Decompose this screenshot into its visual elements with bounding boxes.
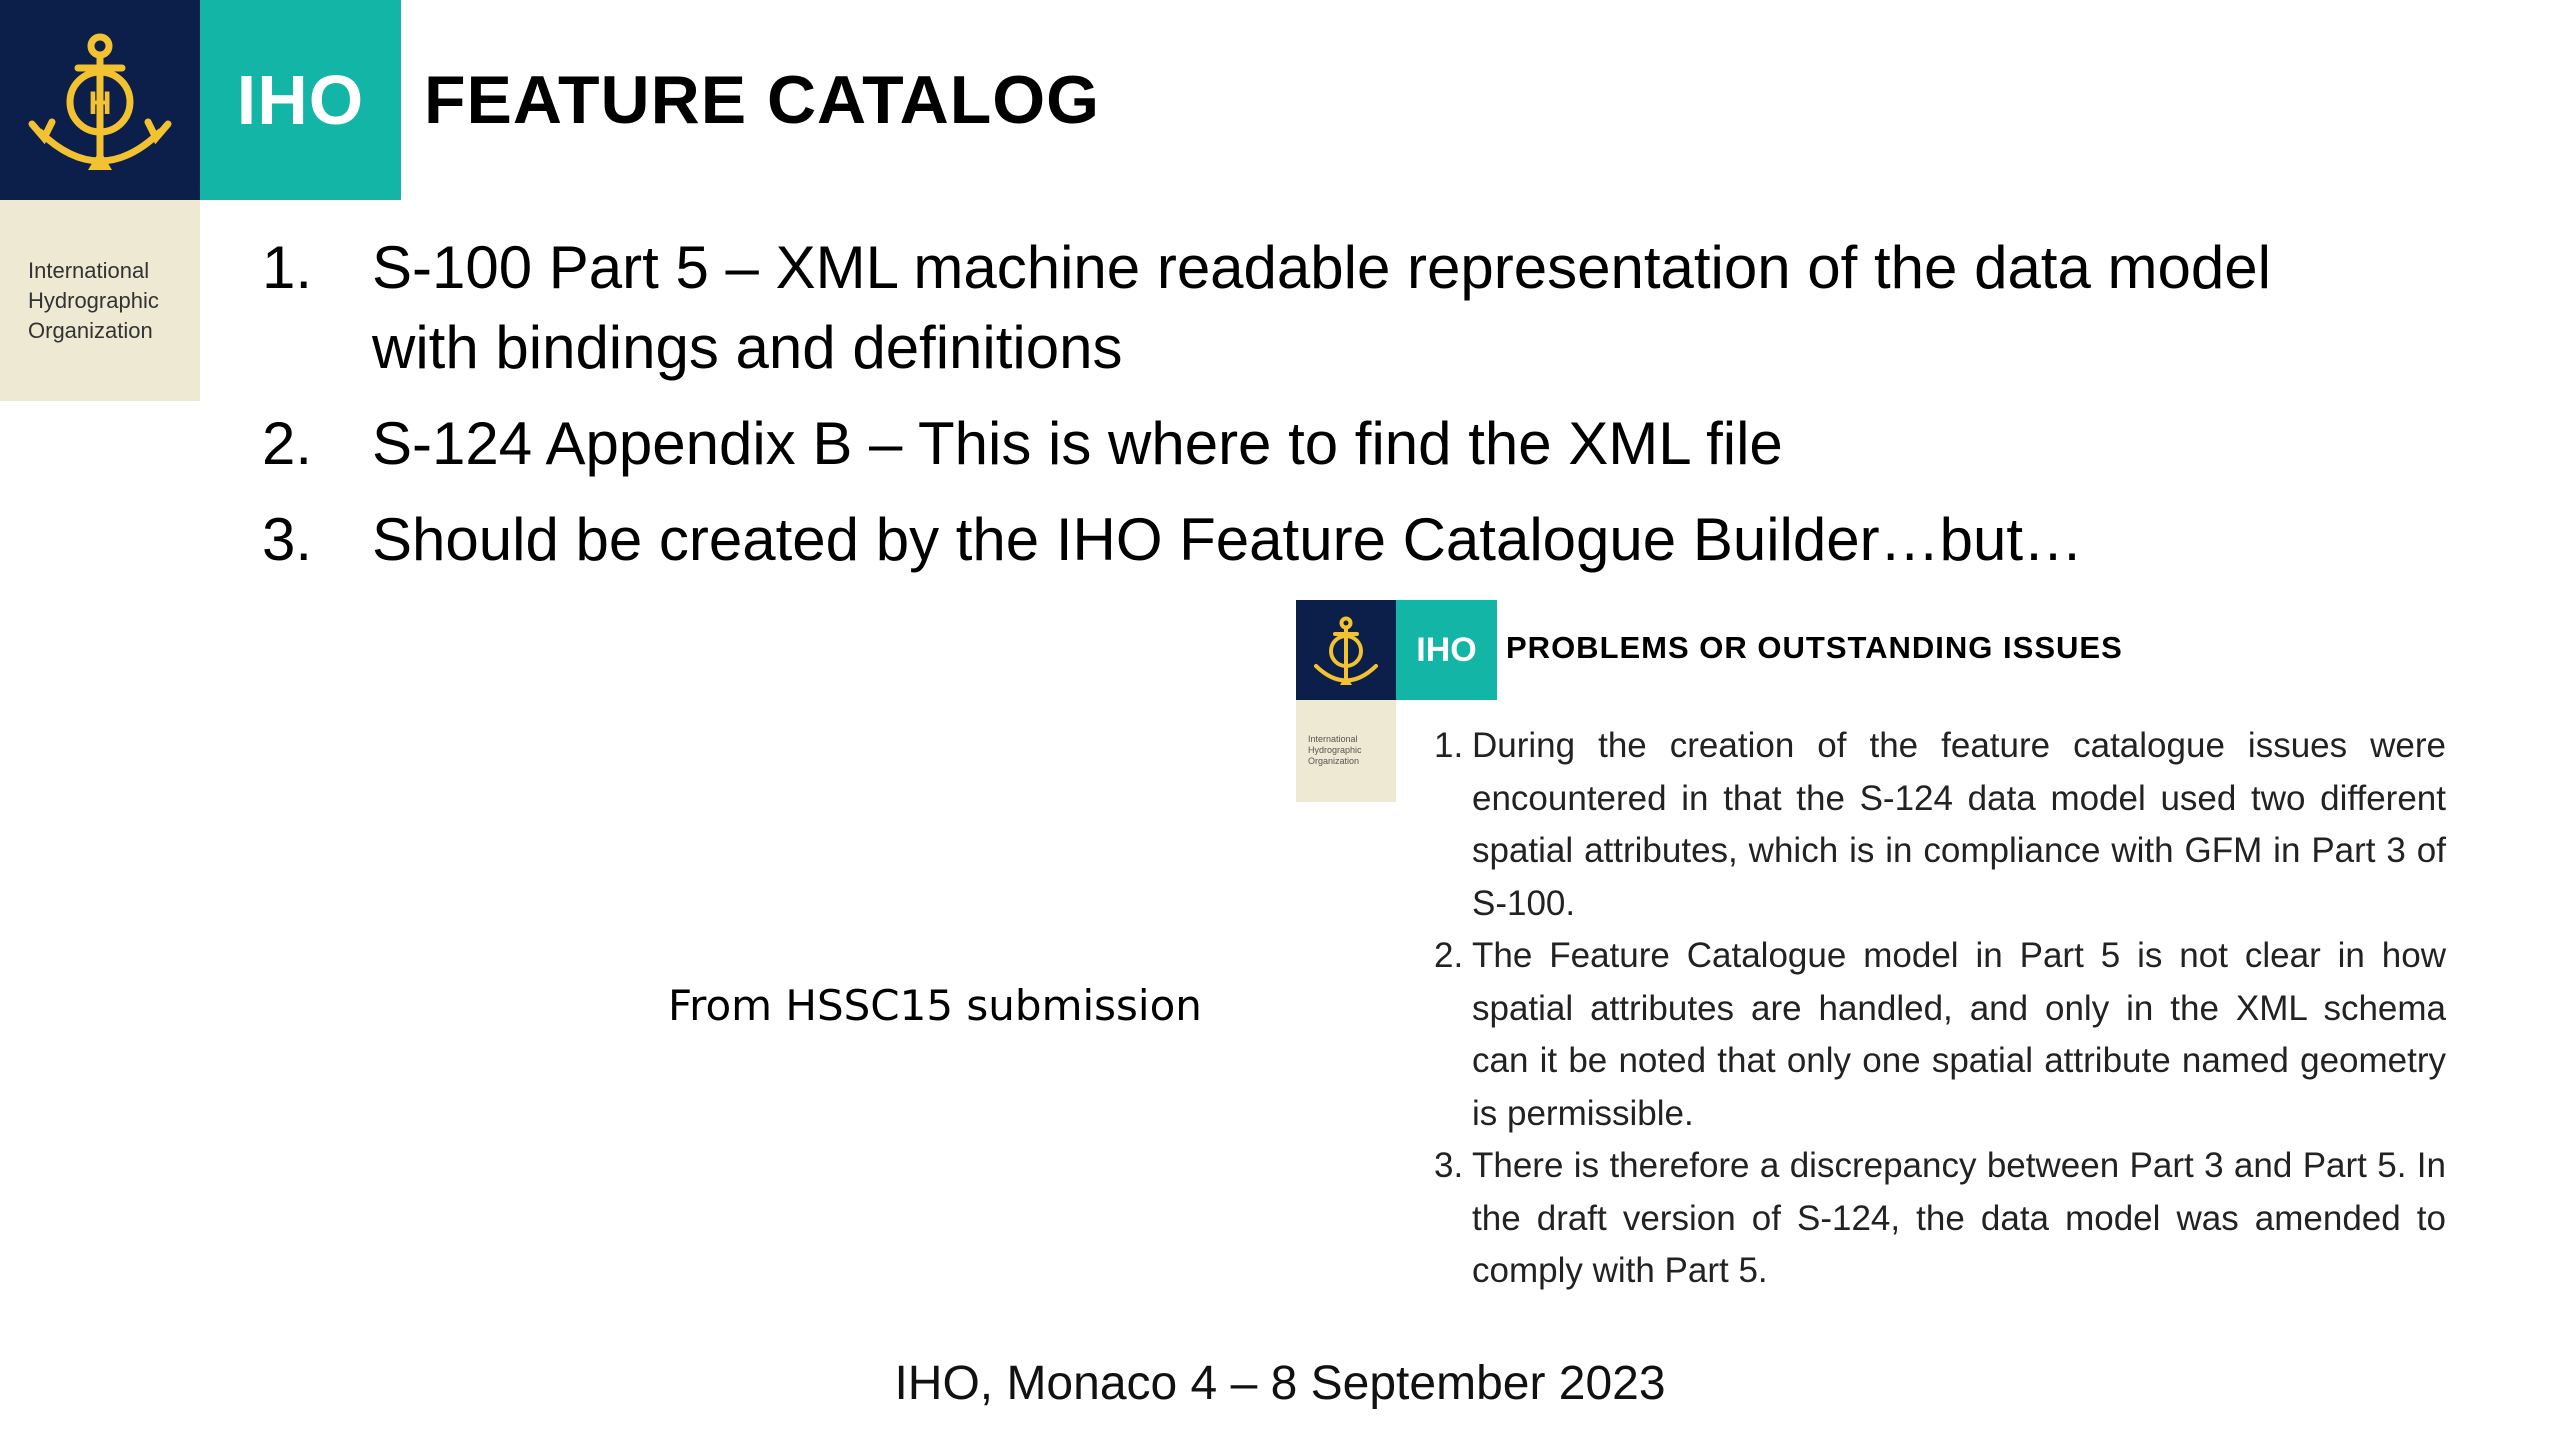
list-item xyxy=(1434,720,2446,930)
list-item xyxy=(1434,1140,2446,1298)
list-item-number: 2. xyxy=(262,410,313,477)
slide-footer: IHO, Monaco 4 – 8 September 2023 xyxy=(894,1357,1666,1410)
list-item-number: 3. xyxy=(1434,1146,1464,1185)
list-item-text: S-124 Appendix B – This is where to find the XML file xyxy=(372,410,1783,477)
org-name-line: International xyxy=(28,258,150,283)
org-name-line: International xyxy=(1308,734,1358,744)
inset-title: PROBLEMS OR OUTSTANDING ISSUES xyxy=(1506,630,2123,665)
org-name-line: Hydrographic xyxy=(1308,745,1362,755)
iho-wordmark: IHO xyxy=(236,61,365,139)
list-item-text: There is therefore a discrepancy between Part 3 and Part 5. In the draft version of S-124, the data model was amended to comply with Part 5. xyxy=(1472,1146,2446,1290)
org-name-line: Organization xyxy=(28,318,153,343)
svg-text:H: H xyxy=(88,85,112,121)
inset-wordmark-block xyxy=(1396,600,1497,700)
list-item-text: The Feature Catalogue model in Part 5 is not clear in how spatial attributes are handled, and only in the XML schema can it be noted that only one spatial attribute named geometry is permissible. xyxy=(1472,936,2446,1133)
list-item xyxy=(262,404,2312,484)
list-item-number: 1. xyxy=(262,234,313,301)
embedded-slide-image xyxy=(1296,600,2446,1320)
list-item xyxy=(262,500,2312,580)
anchor-emblem-icon xyxy=(0,0,200,200)
inset-organization-block xyxy=(1296,700,1396,802)
iho-wordmark: IHO xyxy=(1416,630,1477,669)
iho-wordmark-block xyxy=(200,0,401,200)
image-caption: From HSSC15 submission xyxy=(668,981,1202,1030)
inset-issue-list xyxy=(1434,720,2446,1298)
list-item-number: 1. xyxy=(1434,726,1464,765)
list-item-text: Should be created by the IHO Feature Catalogue Builder…but… xyxy=(372,506,2083,573)
main-bullet-list xyxy=(262,228,2312,596)
list-item xyxy=(262,228,2312,388)
iho-emblem-block xyxy=(0,0,200,200)
slide-title: FEATURE CATALOG xyxy=(424,62,1101,138)
list-item-text: During the creation of the feature catalogue issues were encountered in that the S-124 data model used two different spatial attributes, which is in compliance with GFM in Part 3 of S-100. xyxy=(1472,726,2446,923)
list-item xyxy=(1434,930,2446,1140)
list-item-number: 3. xyxy=(262,506,313,573)
anchor-emblem-icon xyxy=(1296,600,1396,700)
list-item-number: 2. xyxy=(1434,936,1464,975)
organization-name-block xyxy=(0,200,200,401)
org-name-line: Hydrographic xyxy=(28,288,159,313)
list-item-text: S-100 Part 5 – XML machine readable representation of the data model with bindings and definitions xyxy=(372,234,2271,381)
org-name-line: Organization xyxy=(1308,756,1360,766)
inset-emblem-block xyxy=(1296,600,1396,700)
